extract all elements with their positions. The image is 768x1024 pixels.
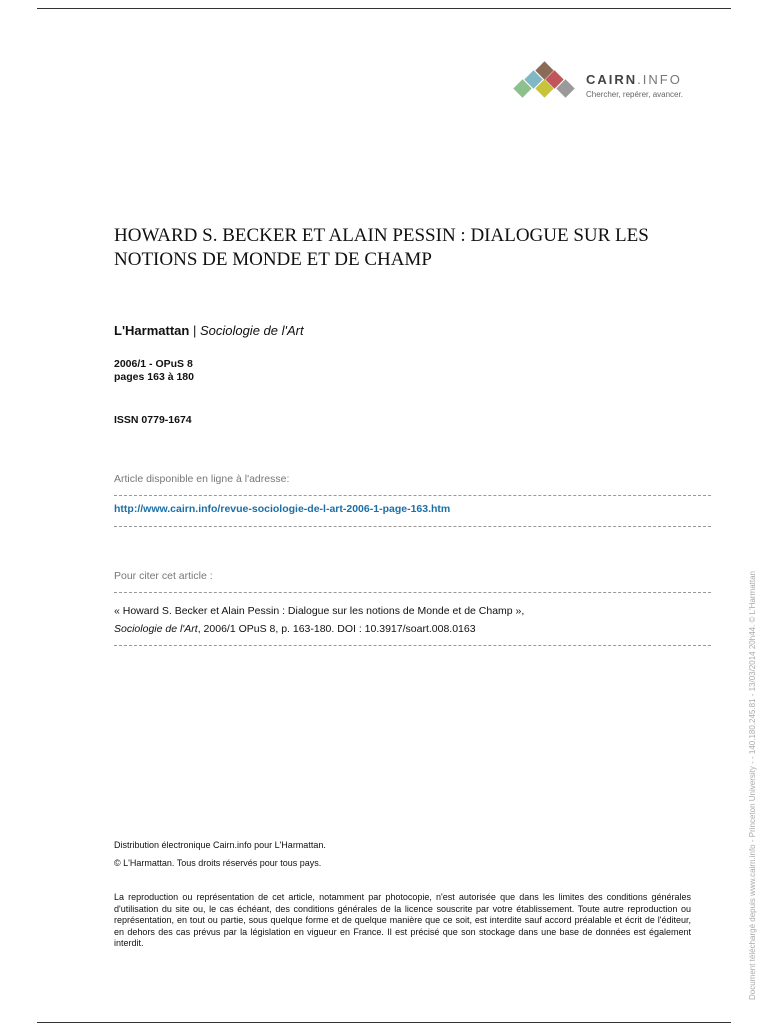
journal-name: Sociologie de l'Art (199, 323, 304, 338)
citation-journal: Sociologie de l'Art (114, 623, 198, 635)
copyright-line: © L'Harmattan. Tous droits réservés pour tous pays. (114, 858, 322, 868)
cite-label: Pour citer cet article : (114, 570, 213, 582)
dashed-divider (114, 645, 711, 646)
citation-line-2 (114, 620, 524, 638)
article-url-link[interactable]: http://www.cairn.info/revue-sociologie-de-l-art-2006-1-page-163.htm (114, 503, 451, 515)
dashed-divider (114, 526, 711, 527)
cairn-logo[interactable] (512, 60, 702, 104)
bottom-rule (37, 1022, 731, 1023)
publisher-separator: | (189, 323, 200, 338)
logo-mosaic-icon (512, 60, 576, 104)
article-title: HOWARD S. BECKER ET ALAIN PESSIN : DIALOGUE SUR LES NOTIONS DE MONDE ET DE CHAMP (114, 225, 649, 270)
citation-text (114, 602, 524, 638)
distribution-line: Distribution électronique Cairn.info pour L'Harmattan. (114, 840, 326, 850)
logo-brand: CAIRN.INFO (586, 72, 682, 87)
issue-number: 2006/1 - OPuS 8 (114, 358, 193, 370)
legal-notice: La reproduction ou représentation de cet article, notamment par photocopie, n'est autorisée que dans les limites des conditions générales d'utilisation du site ou, le cas échéant, des conditions générales de la licence souscrite par votre établissement. Toute autre reproduction ou représentation, en tout ou partie, sous quelque forme et de quelque manière que ce soit, est interdite sauf accord préalable et écrit de l'éditeur, en dehors des cas prévus par la législation en vigueur en France. Il est précisé que son stockage dans une base de données est également interdit. (114, 892, 691, 949)
dashed-divider (114, 495, 711, 496)
online-label: Article disponible en ligne à l'adresse: (114, 473, 290, 485)
citation-line-1: « Howard S. Becker et Alain Pessin : Dialogue sur les notions de Monde et de Champ », (114, 605, 525, 617)
distribution-info (114, 836, 326, 872)
publisher-name: L'Harmattan (114, 323, 190, 338)
logo-tagline: Chercher, repérer, avancer. (586, 90, 683, 99)
page-range: pages 163 à 180 (114, 371, 194, 383)
download-watermark: Document téléchargé depuis www.cairn.info - Princeton University - - 140.180.245.81 - 13/03/2014 20h44. © L'Harmattan (748, 571, 757, 1000)
issue-info (114, 358, 194, 384)
citation-details: , 2006/1 OPuS 8, p. 163-180. DOI : 10.3917/soart.008.0163 (197, 623, 476, 635)
dashed-divider (114, 592, 711, 593)
issn: ISSN 0779-1674 (114, 414, 192, 426)
publisher-line (114, 323, 304, 338)
top-rule (37, 8, 731, 9)
